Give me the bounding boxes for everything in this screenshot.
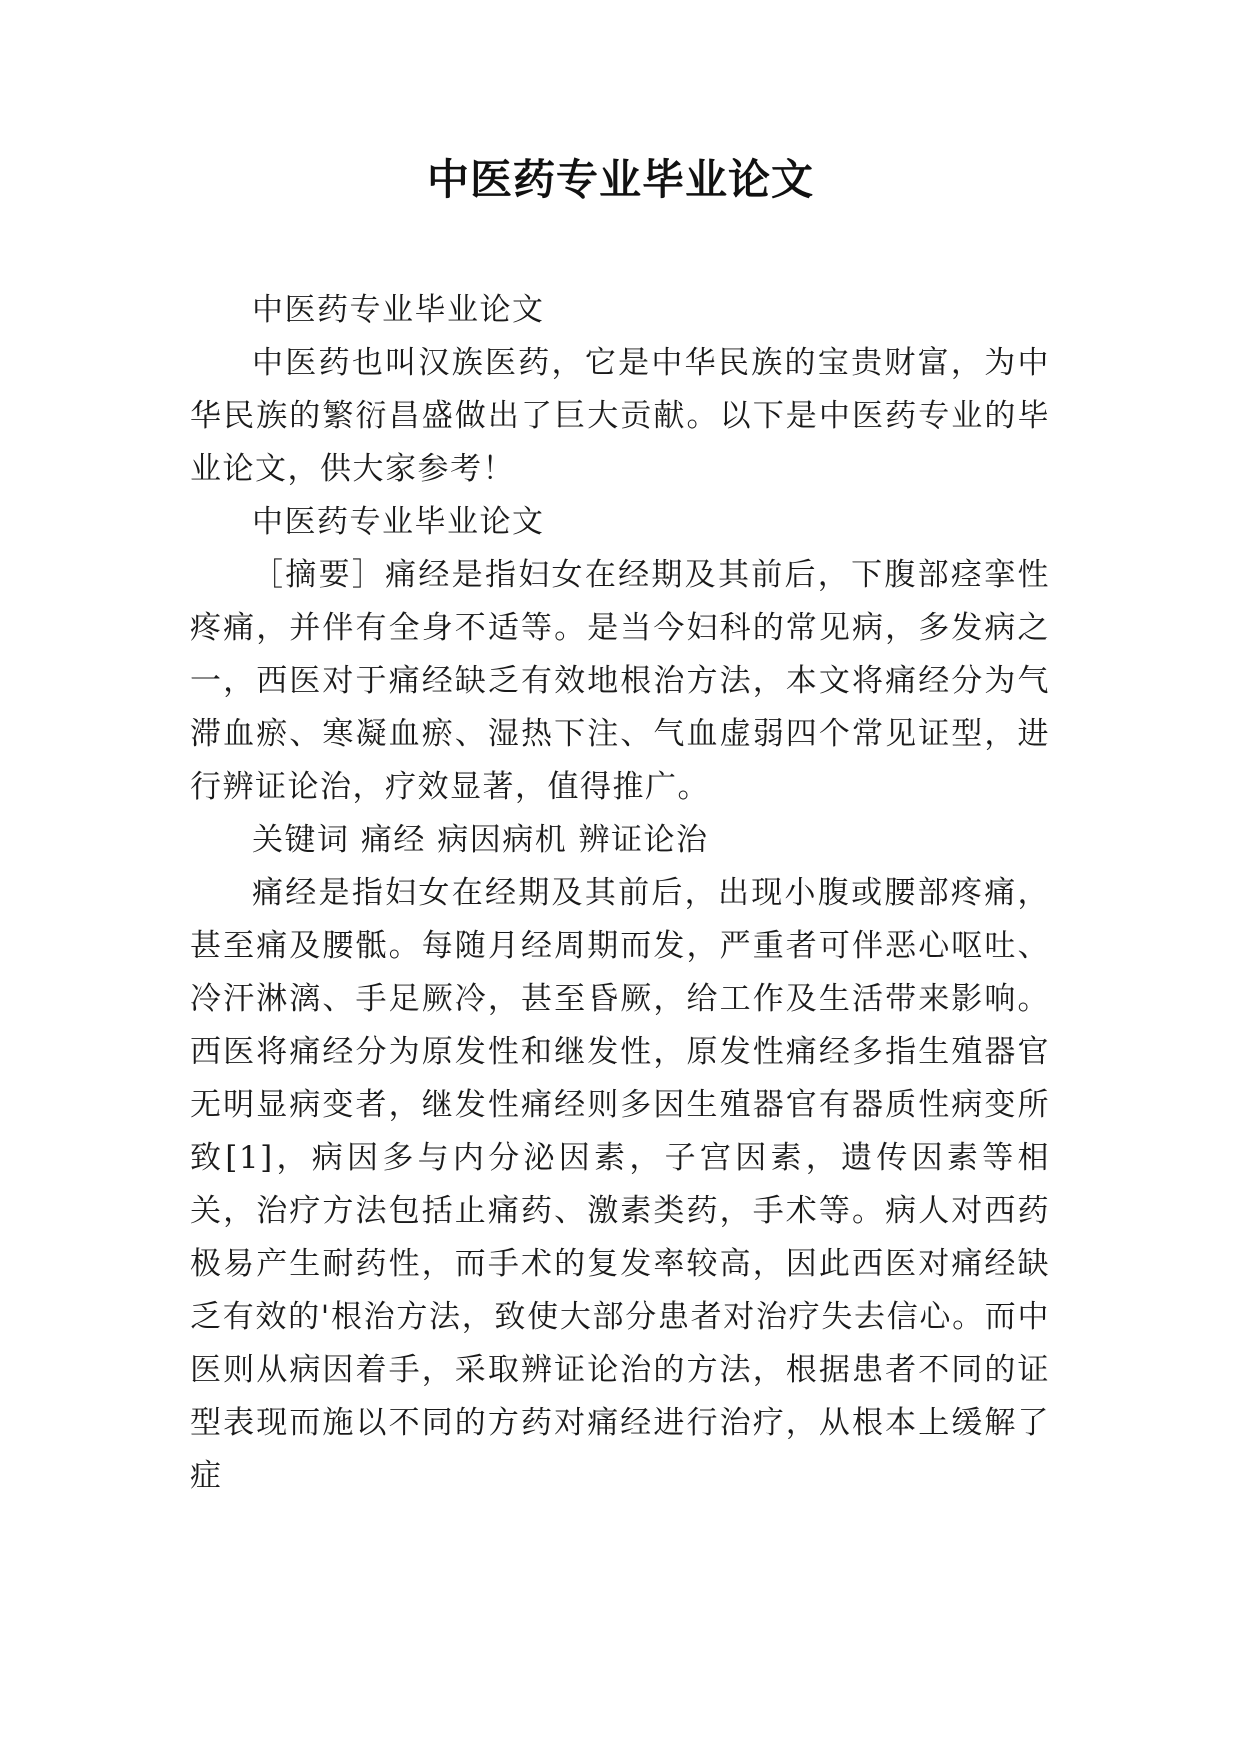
document-title: 中医药专业毕业论文 bbox=[426, 155, 814, 204]
paragraph-keywords: 关键词 痛经 病因病机 辨证论治 bbox=[252, 822, 709, 858]
paragraph-intro: 中医药也叫汉族医药，它是中华民族的宝贵财富，为中华民族的繁衍昌盛做出了巨大贡献。以下是中医药专业的毕业论文，供大家参考！ bbox=[190, 345, 1050, 487]
document-body bbox=[190, 284, 1050, 1503]
paragraph-main-text: 痛经是指妇女在经期及其前后，出现小腹或腰部疼痛，甚至痛及腰骶。每随月经周期而发，严重者可伴恶心呕吐、冷汗淋漓、手足厥冷，甚至昏厥，给工作及生活带来影响。西医将痛经分为原发性和继发性，原发性痛经多指生殖器官无明显病变者，继发性痛经则多因生殖器官有器质性病变所致[1]，病因多与内分泌因素，子宫因素，遗传因素等相关，治疗方法包括止痛药、激素类药，手术等。病人对西药极易产生耐药性，而手术的复发率较高，因此西医对痛经缺乏有效的'根治方法，致使大部分患者对治疗失去信心。而中医则从病因着手，采取辨证论治的方法，根据患者不同的证型表现而施以不同的方药对痛经进行治疗，从根本上缓解了症 bbox=[190, 875, 1050, 1494]
paragraph-subtitle: 中医药专业毕业论文 bbox=[252, 292, 545, 328]
paragraph-abstract: ［摘要］痛经是指妇女在经期及其前后，下腹部痉挛性疼痛，并伴有全身不适等。是当今妇科的常见病，多发病之一，西医对于痛经缺乏有效地根治方法，本文将痛经分为气滞血瘀、寒凝血瘀、湿热下注、气血虚弱四个常见证型，进行辨证论治，疗效显著，值得推广。 bbox=[190, 557, 1050, 805]
paragraph-section-heading: 中医药专业毕业论文 bbox=[252, 504, 545, 540]
